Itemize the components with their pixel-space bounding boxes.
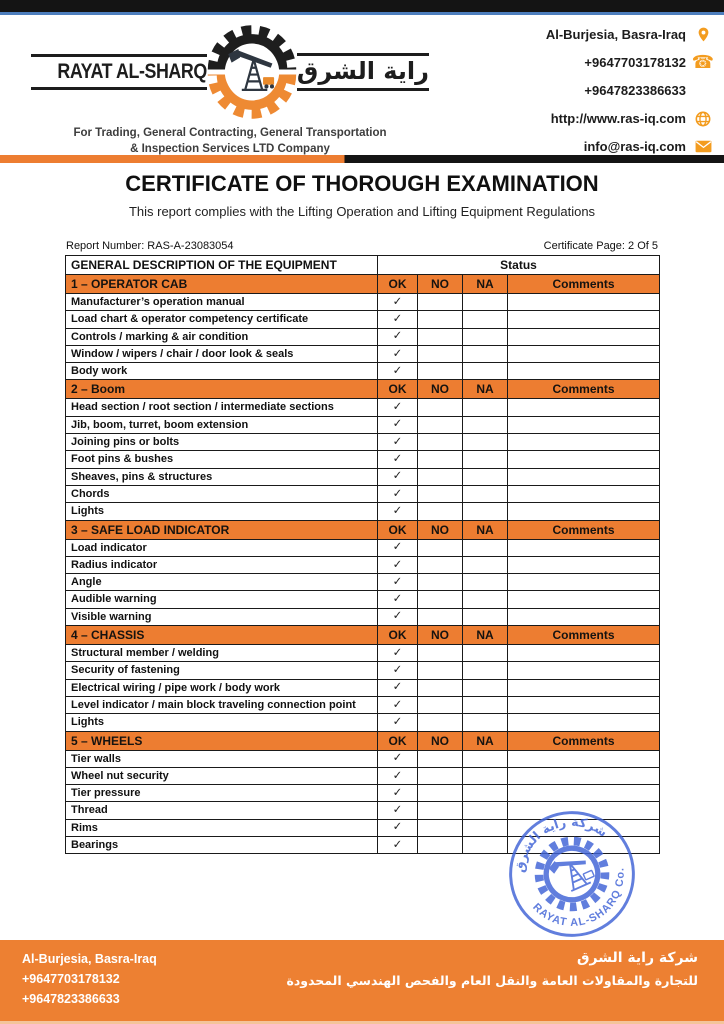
na-cell: [463, 416, 508, 433]
na-cell: [463, 556, 508, 573]
no-cell: [418, 591, 463, 608]
no-cell: [418, 539, 463, 556]
na-cell: [463, 574, 508, 591]
contact-text: +9647823386633: [584, 83, 686, 98]
comments-cell: [508, 416, 660, 433]
comments-cell: [508, 714, 660, 731]
comments-cell: [508, 750, 660, 767]
ok-cell: ✓: [378, 837, 418, 854]
ok-cell: ✓: [378, 574, 418, 591]
column-header-na: NA: [463, 275, 508, 294]
column-header-no: NO: [418, 731, 463, 750]
ok-cell: ✓: [378, 485, 418, 502]
comments-cell: [508, 574, 660, 591]
no-cell: [418, 662, 463, 679]
ok-cell: ✓: [378, 503, 418, 520]
item-label: Level indicator / main block traveling connection point: [66, 696, 378, 713]
ok-cell: ✓: [378, 819, 418, 836]
no-cell: [418, 837, 463, 854]
ok-cell: ✓: [378, 294, 418, 311]
item-label: Electrical wiring / pipe work / body work: [66, 679, 378, 696]
item-label: Load indicator: [66, 539, 378, 556]
item-label: Radius indicator: [66, 556, 378, 573]
na-cell: [463, 645, 508, 662]
na-cell: [463, 328, 508, 345]
no-cell: [418, 696, 463, 713]
column-header-ok: OK: [378, 380, 418, 399]
ok-cell: ✓: [378, 802, 418, 819]
comments-cell: [508, 608, 660, 625]
table-row: [66, 451, 660, 468]
section-title: 5 – WHEELS: [66, 731, 378, 750]
location-pin-icon: [694, 26, 712, 44]
table-row: [66, 468, 660, 485]
table-header-description: GENERAL DESCRIPTION OF THE EQUIPMENT: [66, 256, 378, 275]
item-label: Lights: [66, 503, 378, 520]
table-row: [66, 591, 660, 608]
ok-cell: ✓: [378, 662, 418, 679]
no-cell: [418, 328, 463, 345]
column-header-no: NO: [418, 520, 463, 539]
logo-rule: [297, 53, 429, 56]
no-cell: [418, 714, 463, 731]
na-cell: [463, 363, 508, 380]
no-cell: [418, 503, 463, 520]
ok-cell: ✓: [378, 399, 418, 416]
table-row: [66, 556, 660, 573]
comments-cell: [508, 294, 660, 311]
top-bar: [0, 0, 724, 15]
column-header-na: NA: [463, 380, 508, 399]
section-header-row: [66, 275, 660, 294]
ok-cell: ✓: [378, 591, 418, 608]
ok-cell: ✓: [378, 608, 418, 625]
item-label: Bearings: [66, 837, 378, 854]
table-row: [66, 328, 660, 345]
table-row: [66, 608, 660, 625]
item-label: Joining pins or bolts: [66, 434, 378, 451]
ok-cell: ✓: [378, 345, 418, 362]
item-label: Foot pins & bushes: [66, 451, 378, 468]
checklist-table: [65, 255, 660, 854]
na-cell: [463, 608, 508, 625]
ok-cell: ✓: [378, 328, 418, 345]
section-header-row: [66, 520, 660, 539]
comments-cell: [508, 468, 660, 485]
no-cell: [418, 556, 463, 573]
comments-cell: [508, 328, 660, 345]
column-header-ok: OK: [378, 626, 418, 645]
column-header-ok: OK: [378, 520, 418, 539]
na-cell: [463, 802, 508, 819]
ok-cell: ✓: [378, 767, 418, 784]
item-label: Window / wipers / chair / door look & seals: [66, 345, 378, 362]
contact-text: +9647703178132: [584, 55, 686, 70]
table-row: [66, 485, 660, 502]
table-row: [66, 767, 660, 784]
no-cell: [418, 451, 463, 468]
comments-cell: [508, 645, 660, 662]
item-label: Security of fastening: [66, 662, 378, 679]
table-row: [66, 311, 660, 328]
item-label: Rims: [66, 819, 378, 836]
comments-cell: [508, 311, 660, 328]
ok-cell: ✓: [378, 696, 418, 713]
table-row: [66, 294, 660, 311]
na-cell: [463, 468, 508, 485]
na-cell: [463, 345, 508, 362]
column-header-comments: Comments: [508, 626, 660, 645]
column-header-ok: OK: [378, 731, 418, 750]
table-row: [66, 345, 660, 362]
footer-phone-2: +9647823386633: [22, 992, 120, 1006]
company-name-en: RAYAT AL-SHARQ: [57, 60, 207, 83]
header-divider: [0, 155, 724, 163]
section-header-row: [66, 731, 660, 750]
no-cell: [418, 802, 463, 819]
section-title: 3 – SAFE LOAD INDICATOR: [66, 520, 378, 539]
ok-cell: ✓: [378, 363, 418, 380]
no-cell: [418, 679, 463, 696]
comments-cell: [508, 696, 660, 713]
footer-tagline-ar: للتجارة والمقاولات العامة والنقل العام والفحص الهندسي المحدودة: [286, 973, 698, 988]
na-cell: [463, 451, 508, 468]
section-header-row: [66, 380, 660, 399]
ok-cell: ✓: [378, 311, 418, 328]
column-header-comments: Comments: [508, 275, 660, 294]
footer: [0, 940, 724, 1024]
no-cell: [418, 485, 463, 502]
section-title: 2 – Boom: [66, 380, 378, 399]
na-cell: [463, 750, 508, 767]
section-header-row: [66, 626, 660, 645]
contact-row: [551, 110, 712, 127]
table-row: [66, 645, 660, 662]
item-label: Load chart & operator competency certificate: [66, 311, 378, 328]
no-cell: [418, 434, 463, 451]
ok-cell: ✓: [378, 468, 418, 485]
contact-row: [584, 138, 712, 155]
logo-rule: [297, 88, 429, 91]
contact-text: info@ras-iq.com: [583, 139, 686, 154]
table-row: [66, 539, 660, 556]
contact-row: [546, 26, 712, 43]
comments-cell: [508, 539, 660, 556]
title-block: [0, 171, 724, 219]
na-cell: [463, 294, 508, 311]
ok-cell: ✓: [378, 416, 418, 433]
column-header-na: NA: [463, 731, 508, 750]
no-cell: [418, 363, 463, 380]
logo-rule: [31, 87, 207, 90]
comments-cell: [508, 767, 660, 784]
tagline-line-2: & Inspection Services LTD Company: [130, 143, 330, 156]
column-header-no: NO: [418, 275, 463, 294]
ok-cell: ✓: [378, 714, 418, 731]
comments-cell: [508, 503, 660, 520]
table-row: [66, 679, 660, 696]
ok-cell: ✓: [378, 645, 418, 662]
footer-address: Al-Burjesia, Basra-Iraq: [22, 952, 157, 966]
company-name-en-block: [31, 54, 207, 90]
table-row: [66, 696, 660, 713]
no-cell: [418, 468, 463, 485]
company-tagline: [55, 125, 405, 157]
table-row: [66, 714, 660, 731]
no-cell: [418, 608, 463, 625]
ok-cell: ✓: [378, 750, 418, 767]
item-label: Thread: [66, 802, 378, 819]
contact-list: [545, 26, 715, 155]
column-header-comments: Comments: [508, 731, 660, 750]
ok-cell: ✓: [378, 451, 418, 468]
column-header-na: NA: [463, 626, 508, 645]
no-cell: [418, 750, 463, 767]
page-subtitle: This report complies with the Lifting Operation and Lifting Equipment Regulations: [128, 204, 596, 219]
table-header-row: [66, 256, 660, 275]
comments-cell: [508, 451, 660, 468]
no-cell: [418, 311, 463, 328]
na-cell: [463, 539, 508, 556]
no-cell: [418, 645, 463, 662]
contact-text: http://www.ras-iq.com: [550, 111, 686, 126]
table-header-status: Status: [378, 256, 660, 275]
na-cell: [463, 767, 508, 784]
item-label: Sheaves, pins & structures: [66, 468, 378, 485]
item-label: Chords: [66, 485, 378, 502]
comments-cell: [508, 345, 660, 362]
table-row: [66, 574, 660, 591]
comments-cell: [508, 434, 660, 451]
table-row: [66, 785, 660, 802]
item-label: Controls / marking & air condition: [66, 328, 378, 345]
contact-text: Al-Burjesia, Basra-Iraq: [545, 27, 686, 42]
certificate-page-number: Certificate Page: 2 Of 5: [543, 240, 658, 252]
item-label: Head section / root section / intermediate sections: [66, 399, 378, 416]
table-row: [66, 399, 660, 416]
checklist-table-body: [66, 256, 660, 854]
ok-cell: ✓: [378, 785, 418, 802]
no-cell: [418, 574, 463, 591]
company-name-ar: راية الشرق: [296, 57, 429, 86]
item-label: Jib, boom, turret, boom extension: [66, 416, 378, 433]
logo-row: [55, 22, 429, 122]
na-cell: [463, 679, 508, 696]
na-cell: [463, 399, 508, 416]
item-label: Wheel nut security: [66, 767, 378, 784]
comments-cell: [508, 485, 660, 502]
item-label: Body work: [66, 363, 378, 380]
na-cell: [463, 696, 508, 713]
stamp-text-english: RAYAT AL-SHARQ Co.: [530, 866, 627, 929]
comments-cell: [508, 363, 660, 380]
column-header-no: NO: [418, 380, 463, 399]
ok-cell: ✓: [378, 434, 418, 451]
envelope-icon: [694, 138, 712, 156]
contact-row: [584, 51, 715, 73]
comments-cell: [508, 556, 660, 573]
no-cell: [418, 819, 463, 836]
no-cell: [418, 785, 463, 802]
na-cell: [463, 503, 508, 520]
comments-cell: [508, 591, 660, 608]
company-logo: [55, 22, 429, 157]
footer-phone-1: +9647703178132: [22, 972, 120, 986]
table-row: [66, 434, 660, 451]
gear-pumpjack-emblem-icon: [201, 21, 303, 123]
section-title: 1 – OPERATOR CAB: [66, 275, 378, 294]
table-row: [66, 416, 660, 433]
table-row: [66, 662, 660, 679]
item-label: Angle: [66, 574, 378, 591]
na-cell: [463, 662, 508, 679]
na-cell: [463, 311, 508, 328]
ok-cell: ✓: [378, 679, 418, 696]
no-cell: [418, 294, 463, 311]
footer-contact-block: [22, 949, 157, 1009]
ok-cell: ✓: [378, 556, 418, 573]
no-cell: [418, 767, 463, 784]
item-label: Structural member / welding: [66, 645, 378, 662]
no-cell: [418, 345, 463, 362]
column-header-na: NA: [463, 520, 508, 539]
globe-icon: [694, 110, 712, 128]
item-label: Lights: [66, 714, 378, 731]
table-row: [66, 503, 660, 520]
na-cell: [463, 434, 508, 451]
table-row: [66, 363, 660, 380]
ok-cell: ✓: [378, 539, 418, 556]
column-header-ok: OK: [378, 275, 418, 294]
tagline-line-1: For Trading, General Contracting, General Transportation: [73, 127, 387, 139]
footer-arabic-block: [287, 950, 699, 988]
footer-company-name-ar: شركة راية الشرق: [577, 950, 698, 966]
meta-row: [66, 240, 658, 252]
column-header-comments: Comments: [508, 380, 660, 399]
page-title: CERTIFICATE OF THOROUGH EXAMINATION: [125, 171, 599, 196]
item-label: Tier pressure: [66, 785, 378, 802]
na-cell: [463, 485, 508, 502]
contact-icon-slot: [694, 82, 712, 100]
no-cell: [418, 399, 463, 416]
phone-icon: ☎: [691, 51, 715, 73]
section-title: 4 – CHASSIS: [66, 626, 378, 645]
stamp-text-arabic: شركة راية الشرق: [511, 813, 611, 874]
item-label: Audible warning: [66, 591, 378, 608]
na-cell: [463, 591, 508, 608]
column-header-comments: Comments: [508, 520, 660, 539]
table-row: [66, 750, 660, 767]
item-label: Manufacturer’s operation manual: [66, 294, 378, 311]
na-cell: [463, 714, 508, 731]
comments-cell: [508, 399, 660, 416]
contact-row: [584, 82, 712, 99]
na-cell: [463, 785, 508, 802]
logo-rule: [31, 54, 207, 57]
item-label: Visible warning: [66, 608, 378, 625]
comments-cell: [508, 679, 660, 696]
comments-cell: [508, 662, 660, 679]
report-number: Report Number: RAS-A-23083054: [66, 240, 234, 252]
column-header-no: NO: [418, 626, 463, 645]
item-label: Tier walls: [66, 750, 378, 767]
company-name-ar-block: [297, 53, 429, 90]
no-cell: [418, 416, 463, 433]
